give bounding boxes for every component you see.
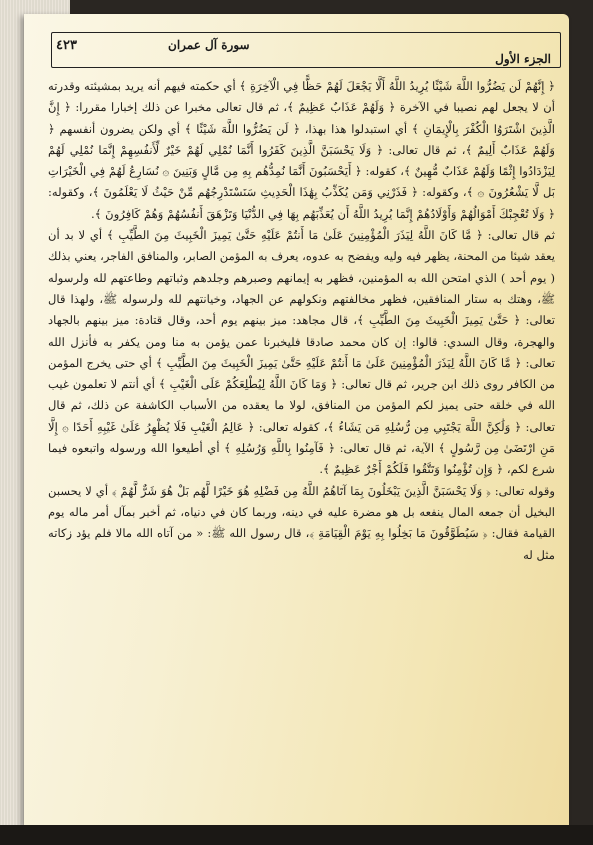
page-number: ٤٢٣: [56, 38, 77, 53]
surah-title: سورة آل عمران: [168, 38, 250, 52]
tafsir-body: [48, 76, 555, 816]
book-shadow: [0, 825, 593, 845]
paragraph: ﴿ إِنَّهُمْ لَن يَضُرُّوا اللَّهَ شَيْئًا يُرِيدُ اللَّهُ أَلَّا يَجْعَلَ لَهُمْ حَظًّا فِي الْآخِرَةِ ﴾ أي حكمته فيهم أنه يريد بمشيئته وقدرته أن لا يجعل لهم نصيبا في الآخرة ﴿ وَلَهُمْ عَذَابٌ عَظِيمٌ ﴾، ثم قال تعالى مخبرا عن ذلك إخبارا مقررا: ﴿ إِنَّ الَّذِينَ اشْتَرَوُا الْكُفْرَ بِالْإِيمَانِ ﴾ أي استبدلوا هذا بهذا، ﴿ لَن يَضُرُّوا اللَّهَ شَيْئًا ﴾ أي ولكن يضرون أنفسهم ﴿ وَلَهُمْ عَذَابٌ أَلِيمٌ ﴾، ثم قال تعالى: ﴿ وَلَا يَحْسَبَنَّ الَّذِينَ كَفَرُوا أَنَّمَا نُمْلِي لَهُمْ خَيْرٌ لِّأَنفُسِهِمْ إِنَّمَا نُمْلِي لَهُمْ لِيَزْدَادُوا إِثْمًا وَلَهُمْ عَذَابٌ مُّهِينٌ ﴾، كقوله: ﴿ أَيَحْسَبُونَ أَنَّمَا نُمِدُّهُم بِهِ مِن مَّالٍ وَبَنِينَ ۞ نُسَارِعُ لَهُمْ فِي الْخَيْرَاتِ بَل لَّا يَشْعُرُونَ ۞ ﴾، وكقوله: ﴿ فَذَرْنِي وَمَن يُكَذِّبُ بِهَٰذَا الْحَدِيثِ سَنَسْتَدْرِجُهُم مِّنْ حَيْثُ لَا يَعْلَمُونَ ﴾، وكقوله: ﴿ وَلَا تُعْجِبْكَ أَمْوَالُهُمْ وَأَوْلَادُهُمْ إِنَّمَا يُرِيدُ اللَّهُ أَن يُعَذِّبَهُم بِهَا فِي الدُّنْيَا وَتَزْهَقَ أَنفُسُهُمْ وَهُمْ كَافِرُونَ ﴾.: [48, 79, 555, 221]
header-frame: [51, 32, 561, 68]
part-label: الجزء الأول: [495, 52, 551, 66]
book-page: [24, 14, 569, 826]
page-header: [38, 32, 561, 70]
paragraph: وقوله تعالى: ﴿ وَلَا يَحْسَبَنَّ الَّذِينَ يَبْخَلُونَ بِمَا آتَاهُمُ اللَّهُ مِن فَضْلِهِ هُوَ خَيْرًا لَّهُم بَلْ هُوَ شَرٌّ لَّهُمْ ﴾ أي لا يحسبن البخيل أن جمعه المال ينفعه بل هو مضرة عليه في دينه، وربما كان في دنياه، ثم أخبر بمآل أمر ماله يوم القيامة فقال: ﴿ سَيُطَوَّقُونَ مَا بَخِلُوا بِهِ يَوْمَ الْقِيَامَةِ ﴾، قال رسول الله ﷺ: « من آتاه الله مالا فلم يؤد زكاته مثل له: [48, 483, 555, 562]
paragraph: ثم قال تعالى: ﴿ مَّا كَانَ اللَّهُ لِيَذَرَ الْمُؤْمِنِينَ عَلَىٰ مَا أَنتُمْ عَلَيْهِ حَتَّىٰ يَمِيزَ الْخَبِيثَ مِنَ الطَّيِّبِ ﴾ أي لا بد أن يعقد شيئا من المحنة، يظهر فيه وليه ويفضح به عدوه، يعرف به المؤمن الصابر، والمنافق الفاجر، يعني بذلك ( يوم أحد ) الذي امتحن الله به المؤمنين، فظهر به إيمانهم وصبرهم وجلدهم وثباتهم وطاعتهم لله ولرسوله ﷺ، وهتك به ستار المنافقين، فظهر مخالفتهم ونكولهم عن الجهاد، وخيانتهم لله ولرسوله ﷺ، ولهذا قال تعالى: ﴿ حَتَّىٰ يَمِيزَ الْخَبِيثَ مِنَ الطَّيِّبِ ﴾، قال مجاهد: ميز بينهم يوم أحد، وقال قتادة: ميز بينهم بالجهاد والهجرة، وقال السدي: قالوا: إن كان محمد صادقا فليخبرنا عمن يؤمن به منا ومن يكفر به فأنزل الله تعالى: ﴿ مَّا كَانَ اللَّهُ لِيَذَرَ الْمُؤْمِنِينَ عَلَىٰ مَا أَنتُمْ عَلَيْهِ حَتَّىٰ يَمِيزَ الْخَبِيثَ مِنَ الطَّيِّبِ ﴾ أي حتى يخرج المؤمن من الكافر روى ذلك ابن جرير، ثم قال تعالى: ﴿ وَمَا كَانَ اللَّهُ لِيُطْلِعَكُمْ عَلَى الْغَيْبِ ﴾ أي أنتم لا تعلمون غيب الله في خلقه حتى يميز لكم المؤمن من المنافق، لولا ما يعقده من الأسباب الكاشفة عن ذلك، ثم قال تعالى: ﴿ وَلَٰكِنَّ اللَّهَ يَجْتَبِي مِن رُّسُلِهِ مَن يَشَاءُ ﴾، كقوله تعالى: ﴿ عَالِمُ الْغَيْبِ فَلَا يُظْهِرُ عَلَىٰ غَيْبِهِ أَحَدًا ۞ إِلَّا مَنِ ارْتَضَىٰ مِن رَّسُولٍ ﴾ الآية، ثم قال تعالى: ﴿ فَآمِنُوا بِاللَّهِ وَرُسُلِهِ ﴾ أي أطيعوا الله ورسوله واتبعوه فيما شرع لكم، ﴿ وَإِن تُؤْمِنُوا وَتَتَّقُوا فَلَكُمْ أَجْرٌ عَظِيمٌ ﴾.: [48, 228, 555, 477]
